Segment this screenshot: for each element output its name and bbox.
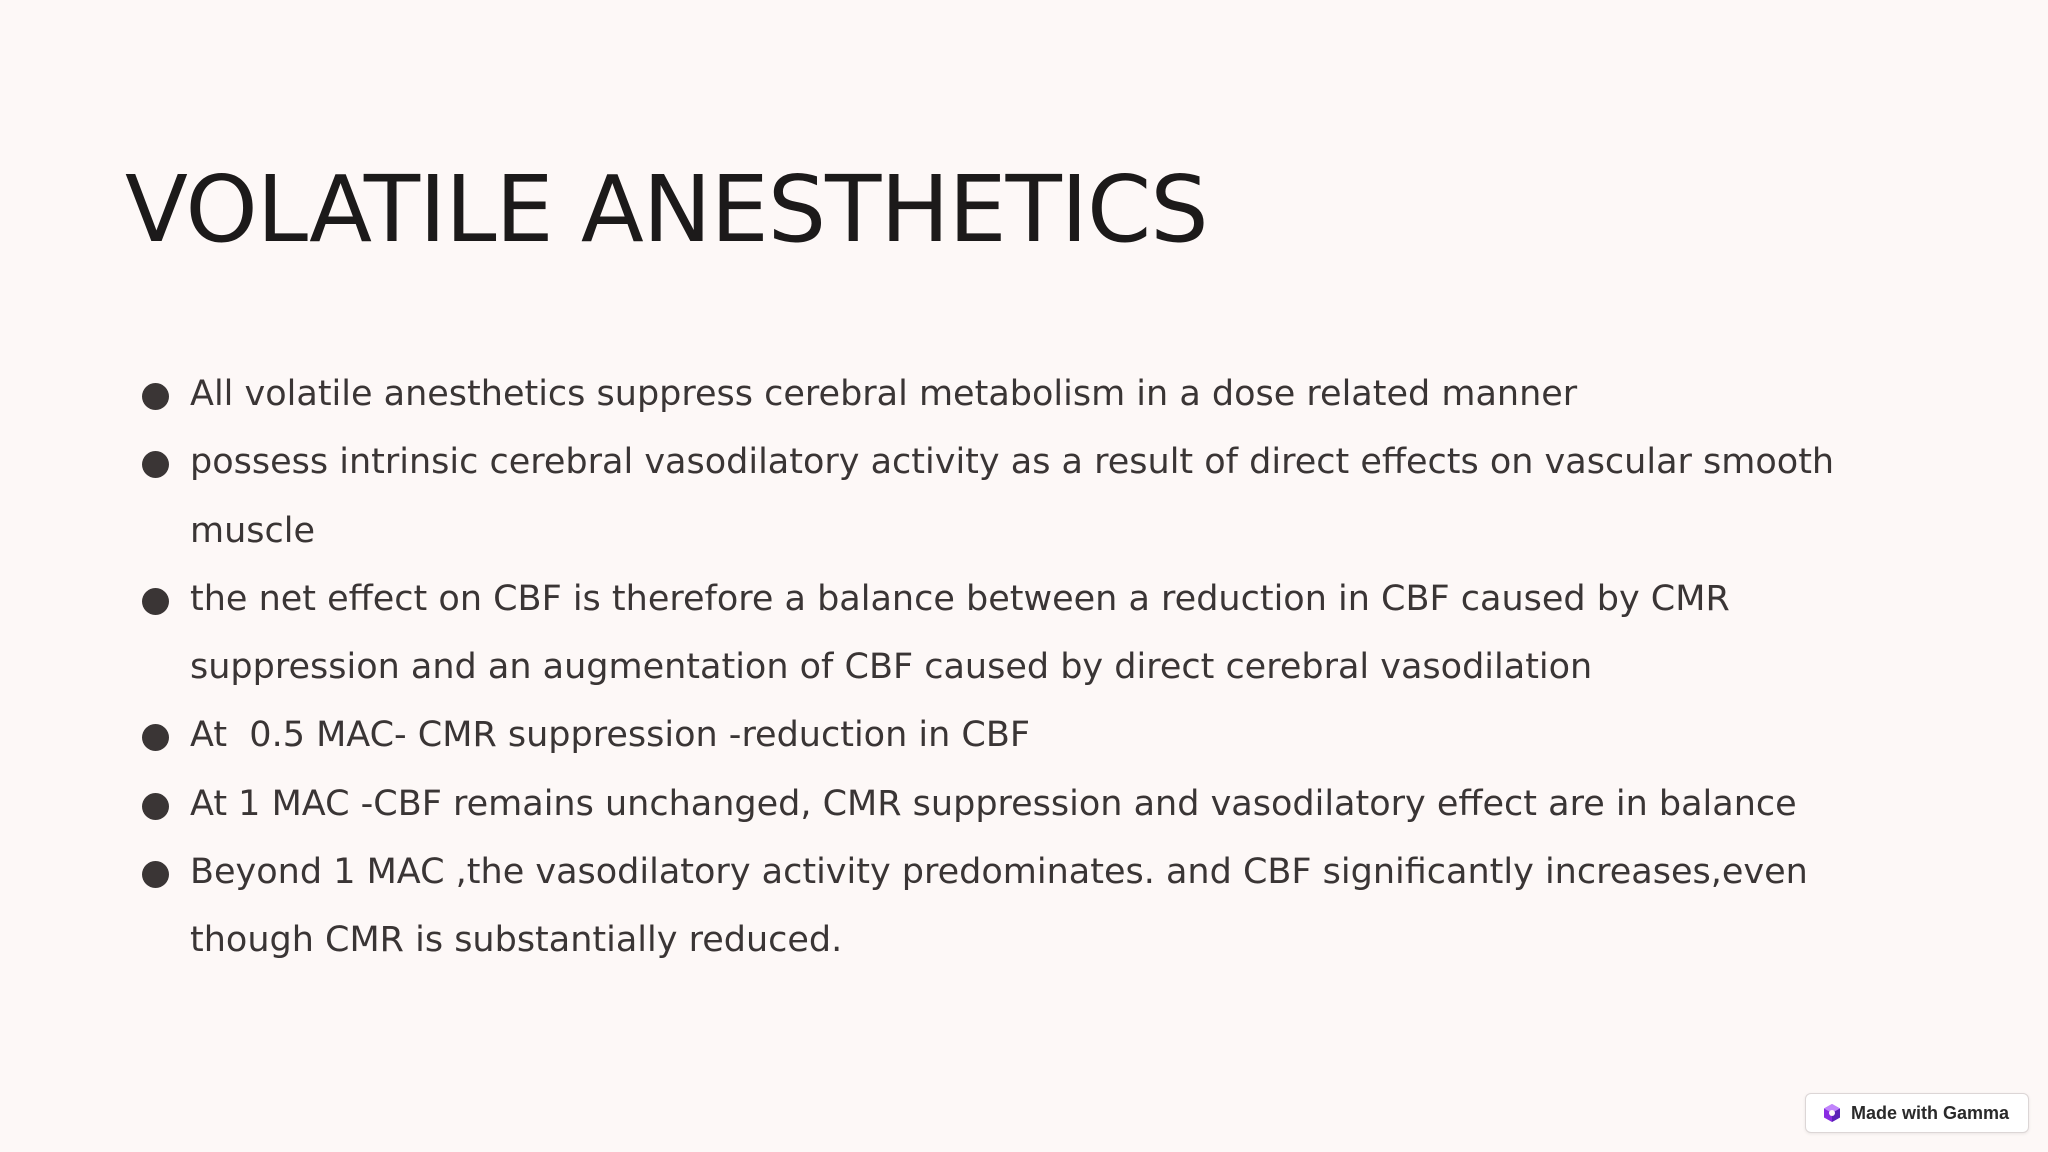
bullet-list <box>140 360 1900 975</box>
bullet-dot-icon <box>142 724 169 751</box>
bullet-text: At 0.5 MAC- CMR suppression -reduction in CBF <box>190 715 1031 756</box>
bullet-text: All volatile anesthetics suppress cerebral metabolism in a dose related manner <box>190 374 1578 414</box>
slide-title: VOLATILE ANESTHETICS <box>125 156 1208 263</box>
gamma-logo-icon <box>1822 1103 1842 1123</box>
bullet-item <box>140 565 1900 702</box>
bullet-dot-icon <box>142 451 169 478</box>
bullet-text: the net effect on CBF is therefore a balance between a reduction in CBF caused by CMR suppression and an augmentation of CBF caused by direct cerebral vasodilation <box>190 578 1730 688</box>
bullet-item <box>140 770 1900 838</box>
bullet-item <box>140 360 1900 428</box>
bullet-dot-icon <box>142 793 169 820</box>
bullet-text: At 1 MAC -CBF remains unchanged, CMR suppression and vasodilatory effect are in balance <box>190 783 1797 824</box>
bullet-item <box>140 701 1900 769</box>
bullet-text: possess intrinsic cerebral vasodilatory activity as a result of direct effects on vascular smooth muscle <box>190 442 1835 551</box>
bullet-text: Beyond 1 MAC ,the vasodilatory activity predominates. and CBF significantly increases,even though CMR is substantially reduced. <box>190 852 1808 961</box>
bullet-item <box>140 428 1900 565</box>
bullet-dot-icon <box>142 383 169 410</box>
made-with-gamma-badge[interactable] <box>1805 1093 2029 1133</box>
bullet-item <box>140 838 1900 975</box>
bullet-dot-icon <box>142 588 169 615</box>
bullet-dot-icon <box>142 861 169 888</box>
badge-label: Made with Gamma <box>1851 1102 2010 1123</box>
